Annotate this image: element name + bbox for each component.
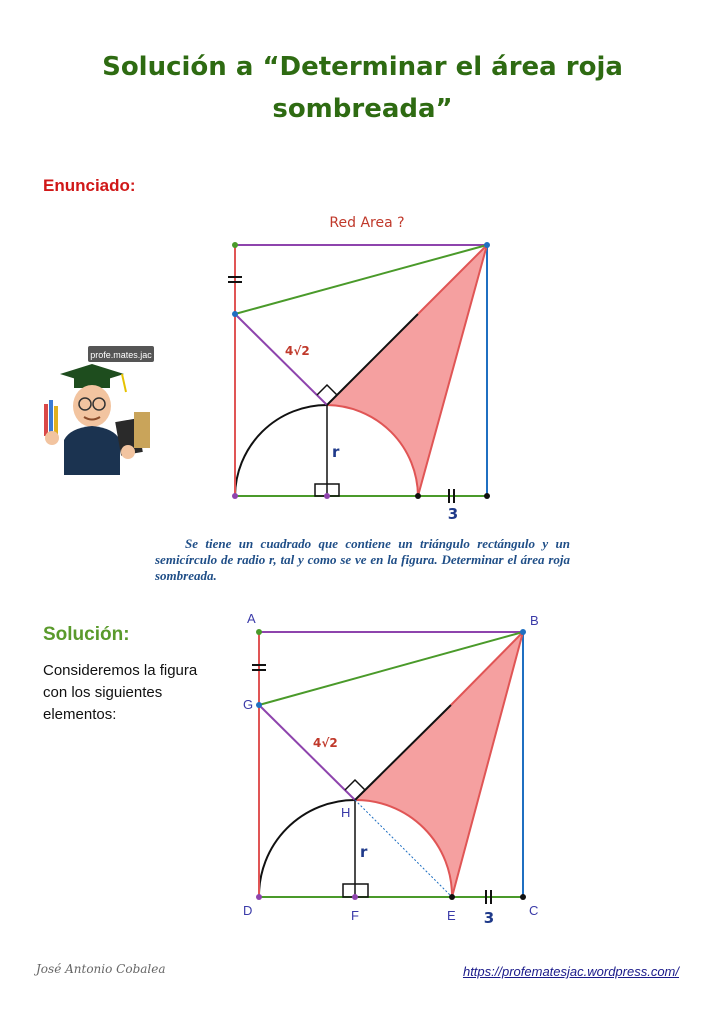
- blog-link[interactable]: https://profematesjac.wordpress.com/: [462, 964, 679, 979]
- enunciado-heading: Enunciado:: [43, 176, 136, 195]
- label-3: 3: [447, 505, 459, 523]
- author-signature: José Antonio Cobalea: [36, 962, 166, 976]
- label-r-solution: r: [360, 843, 368, 861]
- label-r: r: [332, 443, 340, 461]
- point-label-g: G: [243, 697, 254, 712]
- avatar-tag-text: profe.mates.jac: [90, 350, 152, 360]
- point-label-e: E: [447, 908, 456, 923]
- solucion-heading: Solución:: [43, 624, 130, 645]
- point-label-h: H: [341, 805, 351, 820]
- point-label-f: F: [351, 908, 359, 923]
- point-label-d: D: [243, 903, 253, 918]
- red-area-caption: Red Area ?: [329, 215, 405, 231]
- title-line-1: Solución a “Determinar el área roja: [102, 52, 623, 82]
- point-label-a: A: [247, 611, 256, 626]
- page-title: [60, 46, 665, 130]
- label-4root2: 4√2: [285, 344, 310, 358]
- point-label-c: C: [529, 903, 539, 918]
- title-line-2: sombreada”: [272, 94, 453, 124]
- solution-figure: [233, 605, 553, 935]
- label-4root2-solution: 4√2: [313, 736, 338, 750]
- problem-figure: [215, 205, 505, 525]
- solucion-intro: Consideremos la figura con los siguientes elementos:: [43, 662, 198, 723]
- teacher-avatar: [30, 340, 160, 480]
- point-label-b: B: [530, 613, 539, 628]
- label-3-solution: 3: [483, 909, 495, 927]
- problem-statement: Se tiene un cuadrado que contiene un triángulo rectángulo y un semicírculo de radio r, tal y como se ve en la figura. Determinar el área roja sombreada.: [155, 536, 570, 583]
